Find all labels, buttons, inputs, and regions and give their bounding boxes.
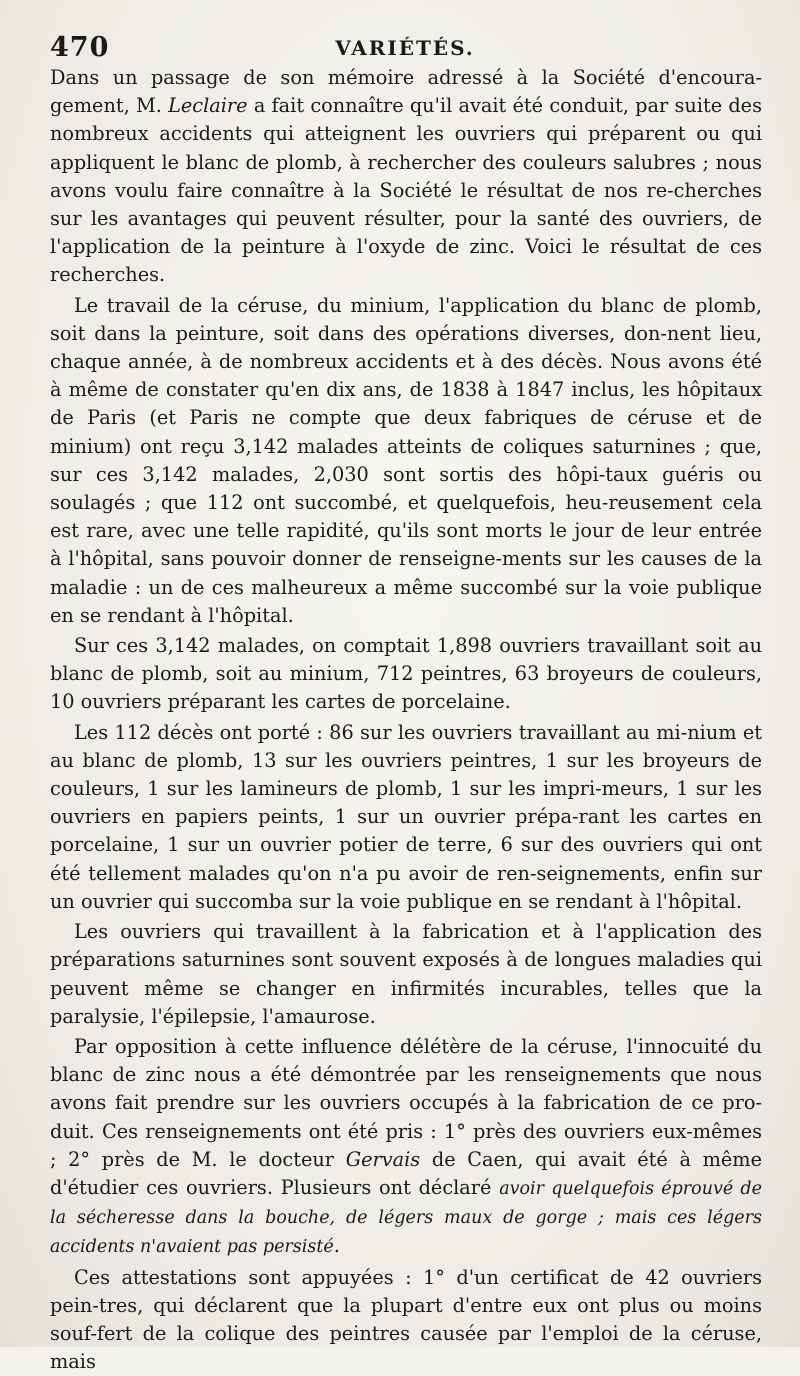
paragraph-6-text-mid: de Caen, qui avait été à même d'étudier ces ouvriers. Plusieurs ont déclaré xyxy=(50,1147,763,1199)
paragraph-6 xyxy=(50,1033,762,1262)
quoted-testimony: avoir quelquefois éprouvé de la sécheresse dans la bouche, de légers maux de gorge ; mais ces légers accidents n'avaient pas persisté xyxy=(50,1178,762,1258)
paragraph-7: Ces attestations sont appuyées : 1° d'un certificat de 42 ouvriers pein-tres, qui déclarent que la plupart d'entre eux ont plus ou moins souf-fert de la colique des peintres causée par l'emploi de la céruse, mais xyxy=(50,1265,762,1374)
paragraph-1-text-cont: a fait connaître qu'il avait été conduit, par suite des nombreux accidents qui atteignent les ouvriers qui préparent ou qui appliquent le blanc de plomb, à rechercher des couleurs salubres ; nous avons voulu faire connaître à la Société le résultat de nos re-cherches sur les avantages qui peuvent résulter, pour la santé des ouvriers, de l'application de la peinture à l'oxyde de zinc. Voici le résultat de ces recherches. xyxy=(50,94,762,287)
paragraph-1-text: Dans un passage de son mémoire adressé à la Société d'encoura-gement, M. xyxy=(50,66,762,118)
section-title: VARIÉTÉS. xyxy=(335,36,475,60)
person-name-leclaire: Leclaire xyxy=(168,94,248,118)
paragraph-6-text-end: . xyxy=(333,1234,340,1258)
paragraph-2: Le travail de la céruse, du minium, l'application du blanc de plomb, soit dans la peinture, soit dans des opérations diverses, don-nent lieu, chaque année, à de nombreux accidents et à des décès. Nous avons été à même de constater qu'en dix ans, de 1838 à 1847 inclus, les hôpitaux de Paris (et Paris ne compte que deux fabriques de céruse et de minium) ont reçu 3,142 malades atteints de coliques saturnines ; que, sur ces 3,142 malades, 2,030 sont sortis des hôpi-taux guéris ou soulagés ; que 112 ont succombé, et quelquefois, heu-reusement cela est rare, avec une telle rapidité, qu'ils sont morts le jour de leur entrée à l'hôpital, sans pouvoir donner de renseigne-ments sur les causes de la maladie : un de ces malheureux a même succombé sur la voie publique en se rendant à l'hôpital. xyxy=(50,293,762,627)
paragraph-6-text: Par opposition à cette influence délétère de la céruse, l'innocuité du blanc de zinc nous a été démontrée par les renseignements que nous avons fait prendre sur les ouvriers occupés à la fabrication de ce pro-duit. Ces renseignements ont été pris : 1° près des ouvriers eux-mêmes ; 2° près de M. le docteur xyxy=(50,1034,762,1171)
page-number: 470 xyxy=(50,32,110,63)
paragraph-1 xyxy=(50,64,762,290)
running-head xyxy=(50,32,760,66)
body-text xyxy=(50,64,762,1376)
paragraph-4: Les 112 décès ont porté : 86 sur les ouvriers travaillant au mi-nium et au blanc de plomb, 13 sur les ouvriers peintres, 1 sur les broyeurs de couleurs, 1 sur les lamineurs de plomb, 1 sur les impri-meurs, 1 sur les ouvriers en papiers peints, 1 sur un ouvrier prépa-rant les cartes en porcelaine, 1 sur un ouvrier potier de terre, 6 sur des ouvriers qui ont été tellement malades qu'on n'a pu avoir de ren-seignements, enfin sur un ouvrier qui succomba sur la voie publique en se rendant à l'hôpital. xyxy=(50,720,762,913)
person-name-gervais: Gervais xyxy=(345,1147,421,1171)
paragraph-3: Sur ces 3,142 malades, on comptait 1,898 ouvriers travaillant soit au blanc de plomb, soit au minium, 712 peintres, 63 broyeurs de couleurs, 10 ouvriers préparant les cartes de porcelaine. xyxy=(50,634,762,714)
paragraph-5: Les ouvriers qui travaillent à la fabrication et à l'application des préparations saturnines sont souvent exposés à de longues maladies qui peuvent même se changer en infirmités incurables, telles que la paralysie, l'épilepsie, l'amaurose. xyxy=(50,920,762,1028)
